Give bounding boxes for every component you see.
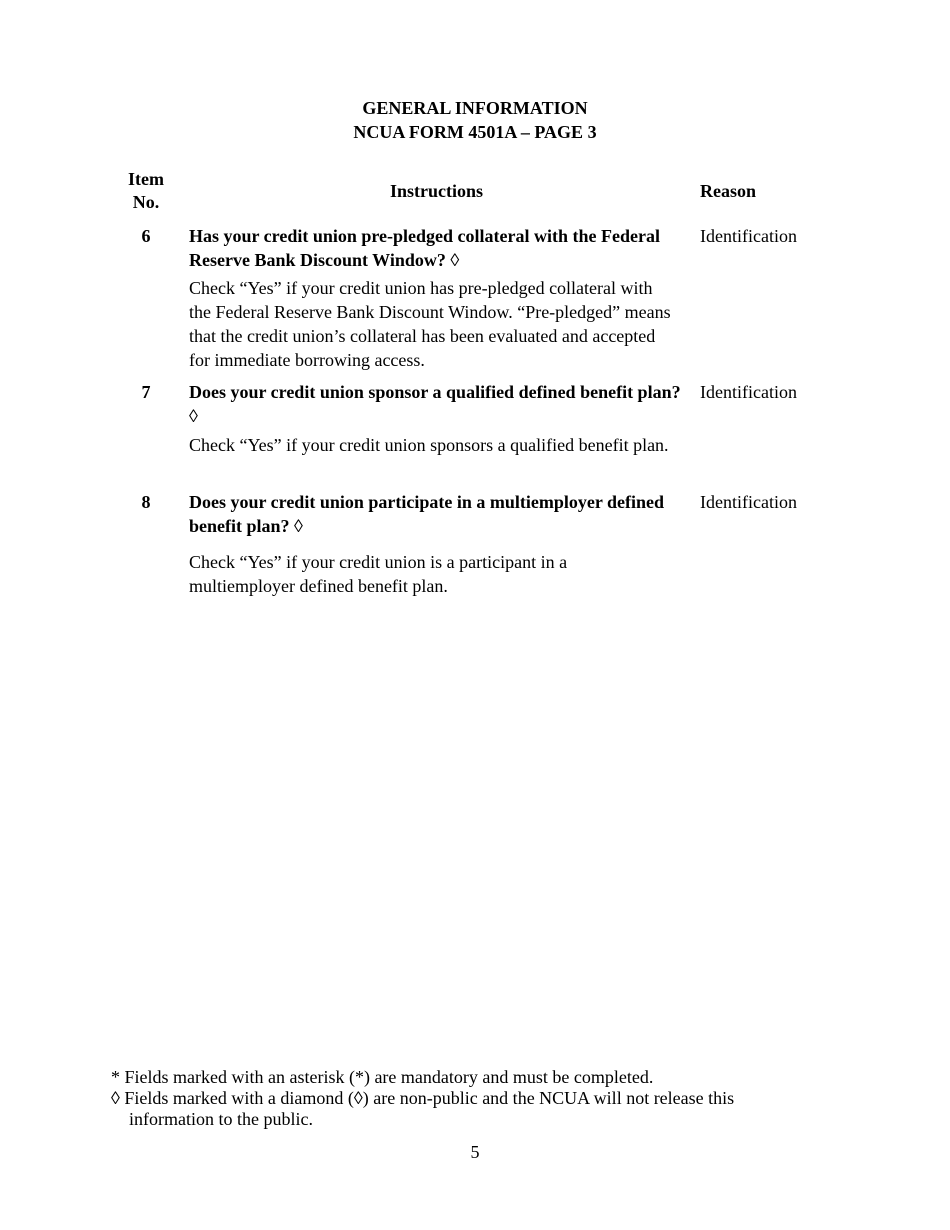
page-title: GENERAL INFORMATION (362, 98, 588, 118)
footnote-diamond-line2: information to the public. (129, 1109, 313, 1129)
footnote-diamond-line1: ◊ Fields marked with a diamond (◊) are non-public and the NCUA will not release this (111, 1088, 735, 1108)
instruction-text: Check “Yes” if your credit union is a participant in a multiemployer defined benefit plan. (189, 552, 568, 596)
item-number: 6 (141, 226, 151, 246)
reason-text: Identification (700, 226, 797, 246)
question-text: Does your credit union sponsor a qualified defined benefit plan? ◊ (189, 382, 681, 426)
item-number: 7 (141, 382, 151, 402)
question-text: Has your credit union pre-pledged collateral with the Federal Reserve Bank Discount Window? ◊ (189, 226, 660, 270)
column-header-item-no: Item No. (128, 169, 164, 212)
reason-text: Identification (700, 382, 797, 402)
column-header-instructions: Instructions (389, 181, 483, 201)
instruction-text: Check “Yes” if your credit union has pre-pledged collateral with the Federal Reserve Bank Discount Window. “Pre-pledged” means that the credit union’s collateral has been evaluated and accepted for immediate borrowing access. (189, 278, 671, 370)
page-number: 5 (470, 1142, 480, 1162)
question-text: Does your credit union participate in a multiemployer defined benefit plan? ◊ (189, 492, 664, 536)
form-subtitle: NCUA FORM 4501A – PAGE 3 (353, 122, 597, 142)
footnote-asterisk: * Fields marked with an asterisk (*) are mandatory and must be completed. (111, 1067, 654, 1087)
footnote-diamond (111, 1088, 811, 1130)
column-header-reason: Reason (700, 181, 757, 201)
reason-text: Identification (700, 492, 797, 512)
instruction-text: Check “Yes” if your credit union sponsors a qualified benefit plan. (189, 435, 669, 455)
item-number: 8 (141, 492, 151, 512)
